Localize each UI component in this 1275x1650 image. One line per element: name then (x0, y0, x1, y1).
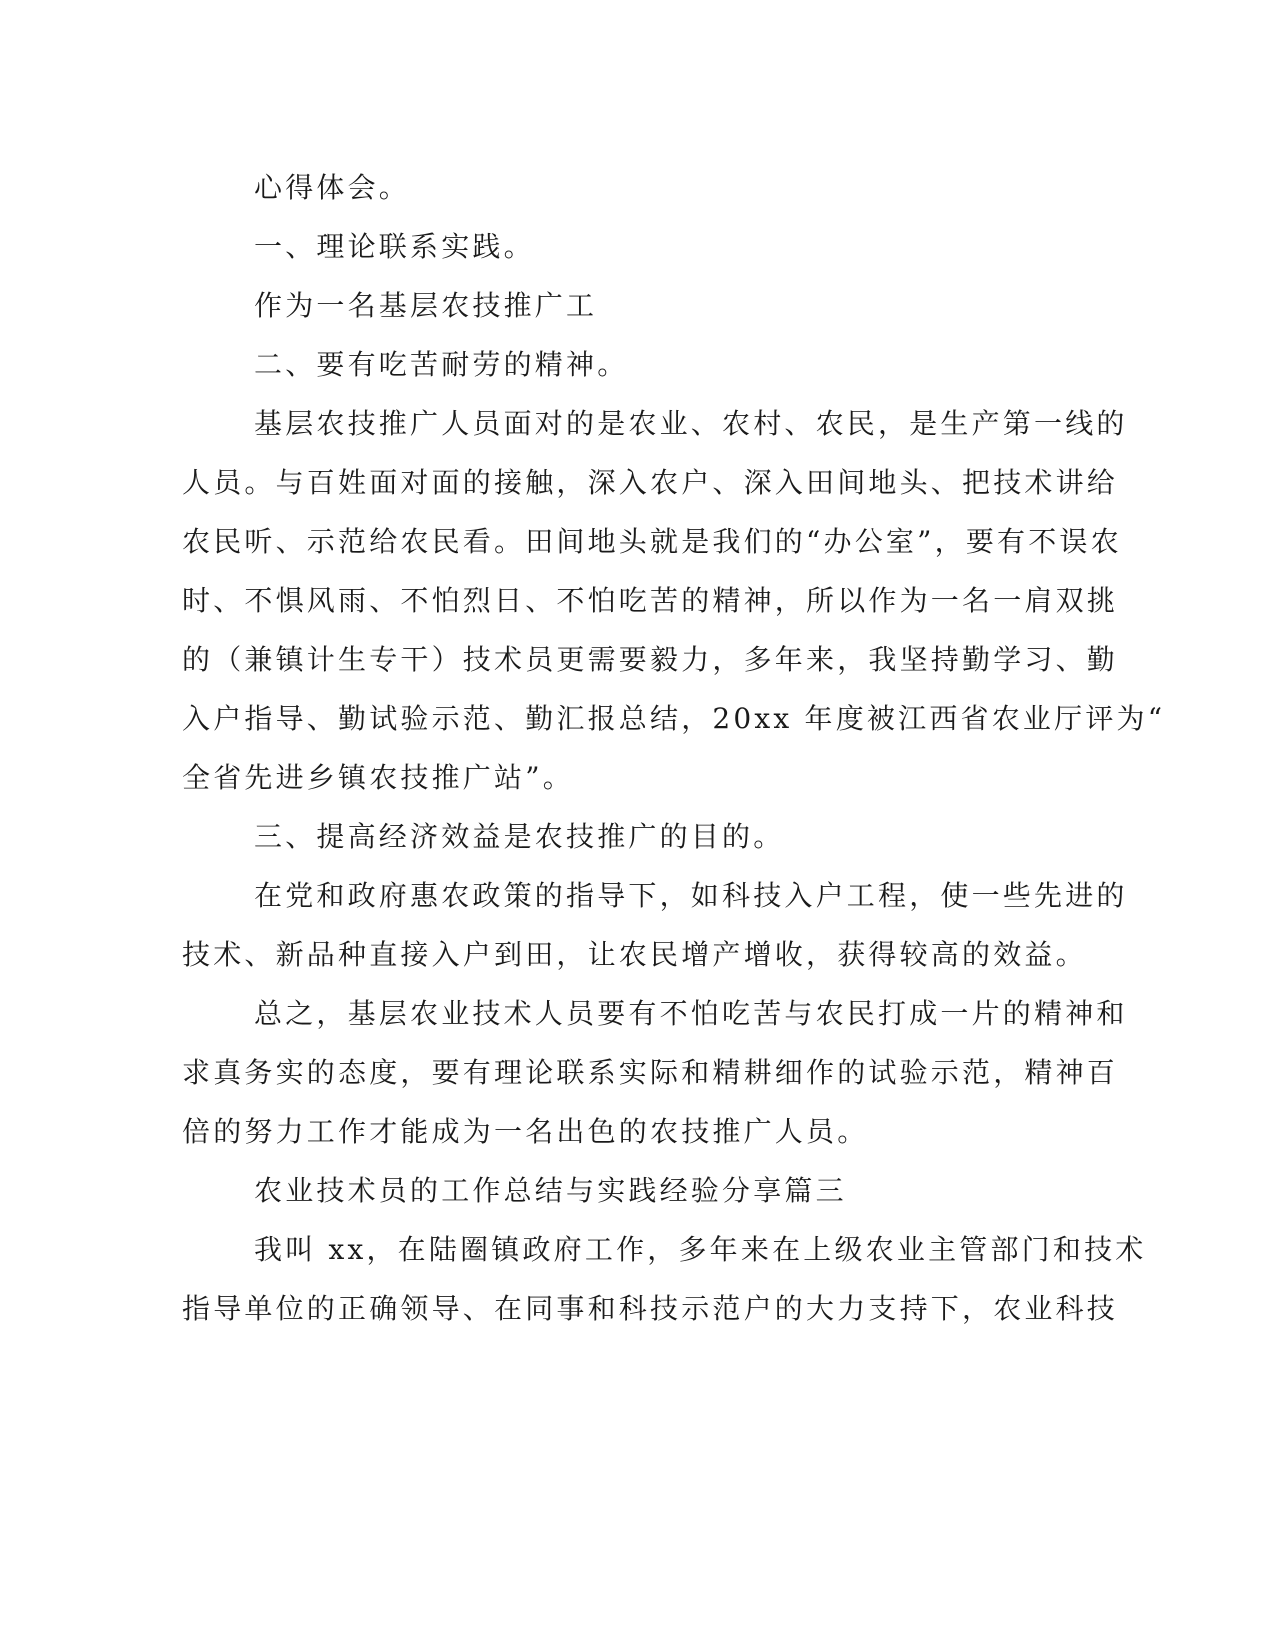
text-line: 我叫 xx，在陆圈镇政府工作，多年来在上级农业主管部门和技术 (254, 1233, 1147, 1266)
text-line: 一、理论联系实践。 (254, 230, 535, 263)
paragraph-1 (182, 158, 1052, 217)
paragraph-5 (182, 394, 1166, 807)
text-line: 入户指导、勤试验示范、勤汇报总结，20xx 年度被江西省农业厅评为“ (182, 702, 1166, 735)
paragraph-3 (182, 276, 1052, 335)
text-line: 农民听、示范给农民看。田间地头就是我们的“办公室”，要有不误农 (182, 525, 1122, 558)
text-line: 农业技术员的工作总结与实践经验分享篇三 (254, 1174, 847, 1207)
document-body (182, 158, 1166, 1338)
paragraph-7 (182, 866, 1128, 984)
text-line: 的（兼镇计生专干）技术员更需要毅力，多年来，我坚持勤学习、勤 (182, 643, 1119, 676)
text-line: 时、不惧风雨、不怕烈日、不怕吃苦的精神，所以作为一名一肩双挑 (182, 584, 1119, 617)
text-line: 作为一名基层农技推广工 (254, 289, 598, 322)
text-line: 指导单位的正确领导、在同事和科技示范户的大力支持下，农业科技 (182, 1292, 1119, 1325)
text-line: 三、提高经济效益是农技推广的目的。 (254, 820, 785, 853)
paragraph-10 (182, 1220, 1147, 1338)
text-line: 基层农技推广人员面对的是农业、农村、农民，是生产第一线的 (254, 407, 1128, 440)
text-line: 二、要有吃苦耐劳的精神。 (254, 348, 629, 381)
text-line: 全省先进乡镇农技推广站”。 (182, 761, 574, 794)
section-heading-3 (182, 807, 1052, 866)
text-line: 总之，基层农业技术人员要有不怕吃苦与农民打成一片的精神和 (254, 997, 1128, 1030)
text-line: 倍的努力工作才能成为一名出色的农技推广人员。 (182, 1115, 869, 1148)
section-heading-2 (182, 335, 1052, 394)
text-line: 在党和政府惠农政策的指导下，如科技入户工程，使一些先进的 (254, 879, 1128, 912)
section-heading-1 (182, 217, 1052, 276)
text-line: 心得体会。 (254, 171, 411, 204)
paragraph-8 (182, 984, 1128, 1161)
text-line: 技术、新品种直接入户到田，让农民增产增收，获得较高的效益。 (182, 938, 1087, 971)
text-line: 求真务实的态度，要有理论联系实际和精耕细作的试验示范，精神百 (182, 1056, 1119, 1089)
article-title (182, 1161, 1052, 1220)
text-line: 人员。与百姓面对面的接触，深入农户、深入田间地头、把技术讲给 (182, 466, 1119, 499)
